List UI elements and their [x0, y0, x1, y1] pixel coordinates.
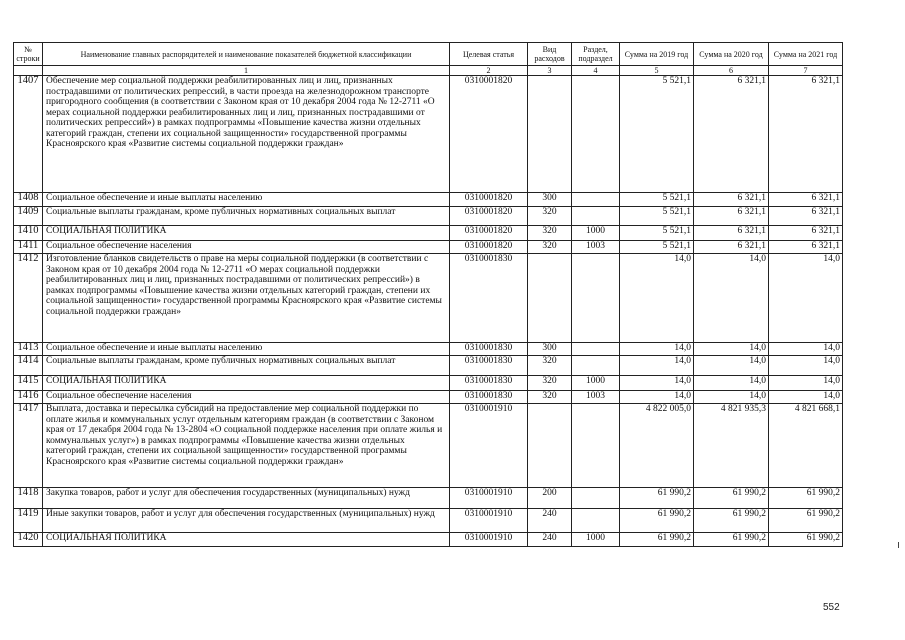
target-article: 0310001820 [450, 76, 528, 193]
sum-2020: 14,0 [694, 343, 769, 356]
sum-2020: 6 321,1 [694, 76, 769, 193]
sum-2020: 61 990,2 [694, 533, 769, 547]
target-article: 0310001910 [450, 533, 528, 547]
sum-2020: 6 321,1 [694, 226, 769, 241]
row-number: 1408 [14, 193, 43, 207]
expense-type: 300 [528, 343, 572, 356]
col-header-sum-2021: Сумма на 2021 год [769, 43, 843, 66]
table-row [14, 207, 843, 226]
row-description: Социальное обеспечение и иные выплаты населению [43, 193, 450, 207]
sum-2021: 14,0 [769, 391, 843, 404]
budget-table [13, 42, 843, 547]
section-code [572, 254, 620, 343]
target-article: 0310001910 [450, 488, 528, 509]
table-row [14, 241, 843, 254]
row-description: Изготовление бланков свидетельств о праве на меры социальной поддержки (в соответствии с Законом края от 10 декабря 2004 года № 12-2711 «О мерах социальной поддержки реабилитированных лиц и лиц, признанных пострадавшими от политических репрессий») в рамках подпрограммы «Повышение качества жизни отдельных категорий граждан, степени их социальной защищенности» государственной программы Красноярского края «Развитие системы социальной поддержки граждан» [43, 254, 450, 343]
col-header-expense-type: Вид расходов [528, 43, 572, 66]
row-description: Социальное обеспечение и иные выплаты населению [43, 343, 450, 356]
sum-2021: 6 321,1 [769, 226, 843, 241]
sum-2020: 61 990,2 [694, 488, 769, 509]
section-code: 1003 [572, 391, 620, 404]
sum-2020: 6 321,1 [694, 207, 769, 226]
row-number: 1415 [14, 376, 43, 391]
col-number: 2 [450, 66, 528, 76]
table-row [14, 488, 843, 509]
section-code: 1003 [572, 241, 620, 254]
page-number: 552 [823, 602, 840, 613]
scan-mark [898, 542, 899, 548]
col-header-section: Раздел, подраздел [572, 43, 620, 66]
sum-2020: 61 990,2 [694, 509, 769, 533]
section-code: 1000 [572, 226, 620, 241]
expense-type [528, 76, 572, 193]
sum-2021: 6 321,1 [769, 241, 843, 254]
row-number: 1418 [14, 488, 43, 509]
row-number: 1410 [14, 226, 43, 241]
sum-2020: 14,0 [694, 376, 769, 391]
col-number: 1 [43, 66, 450, 76]
row-description: Социальное обеспечение населения [43, 391, 450, 404]
expense-type: 320 [528, 226, 572, 241]
sum-2021: 61 990,2 [769, 488, 843, 509]
section-code: 1000 [572, 376, 620, 391]
sum-2019: 14,0 [620, 391, 694, 404]
section-code [572, 404, 620, 488]
table-row [14, 343, 843, 356]
sum-2020: 6 321,1 [694, 193, 769, 207]
sum-2021: 61 990,2 [769, 509, 843, 533]
sum-2021: 14,0 [769, 254, 843, 343]
row-description: Социальное обеспечение населения [43, 241, 450, 254]
sum-2020: 4 821 935,3 [694, 404, 769, 488]
column-number-row [14, 66, 843, 76]
row-number: 1413 [14, 343, 43, 356]
expense-type: 300 [528, 193, 572, 207]
sum-2021: 14,0 [769, 356, 843, 376]
table-body [14, 76, 843, 547]
section-code: 1000 [572, 533, 620, 547]
row-number: 1409 [14, 207, 43, 226]
header-row [14, 43, 843, 66]
row-description: Социальные выплаты гражданам, кроме публичных нормативных социальных выплат [43, 356, 450, 376]
table-row [14, 391, 843, 404]
row-description: Иные закупки товаров, работ и услуг для обеспечения государственных (муниципальных) нужд [43, 509, 450, 533]
section-code [572, 488, 620, 509]
sum-2019: 5 521,1 [620, 241, 694, 254]
row-number: 1407 [14, 76, 43, 193]
expense-type [528, 404, 572, 488]
row-description: СОЦИАЛЬНАЯ ПОЛИТИКА [43, 376, 450, 391]
sum-2019: 61 990,2 [620, 533, 694, 547]
target-article: 0310001830 [450, 343, 528, 356]
row-description: Закупка товаров, работ и услуг для обеспечения государственных (муниципальных) нужд [43, 488, 450, 509]
expense-type: 320 [528, 391, 572, 404]
sum-2019: 5 521,1 [620, 76, 694, 193]
section-code [572, 193, 620, 207]
expense-type: 320 [528, 207, 572, 226]
target-article: 0310001830 [450, 356, 528, 376]
target-article: 0310001910 [450, 404, 528, 488]
sum-2021: 4 821 668,1 [769, 404, 843, 488]
col-number: 3 [528, 66, 572, 76]
sum-2019: 14,0 [620, 376, 694, 391]
table-row [14, 509, 843, 533]
col-number: 4 [572, 66, 620, 76]
col-number: 6 [694, 66, 769, 76]
row-description: Выплата, доставка и пересылка субсидий на предоставление мер социальной поддержки по оплате жилья и коммунальных услуг отдельным категориям граждан (в соответствии с Законом края от 17 декабря 2004 года № 13-2804 «О социальной поддержке населения при оплате жилья и коммунальных услуг») в рамках подпрограммы «Повышение качества жизни отдельных категорий граждан, степени их социальной защищенности» государственной программы Красноярского края «Развитие системы социальной поддержки граждан» [43, 404, 450, 488]
sum-2019: 5 521,1 [620, 193, 694, 207]
sum-2020: 14,0 [694, 254, 769, 343]
sum-2019: 61 990,2 [620, 509, 694, 533]
col-header-sum-2020: Сумма на 2020 год [694, 43, 769, 66]
row-description: Социальные выплаты гражданам, кроме публичных нормативных социальных выплат [43, 207, 450, 226]
row-number: 1419 [14, 509, 43, 533]
col-header-row-number: № строки [14, 43, 43, 66]
table-row [14, 404, 843, 488]
section-code [572, 207, 620, 226]
expense-type: 200 [528, 488, 572, 509]
sum-2020: 14,0 [694, 356, 769, 376]
target-article: 0310001820 [450, 226, 528, 241]
row-number: 1412 [14, 254, 43, 343]
col-number: 5 [620, 66, 694, 76]
target-article: 0310001820 [450, 241, 528, 254]
expense-type: 240 [528, 533, 572, 547]
row-description: Обеспечение мер социальной поддержки реабилитированных лиц и лиц, признанных пострадавшими от политических репрессий, в части проезда на железнодорожном транспорте пригородного сообщения (в соответствии с Законом края от 10 декабря 2004 года № 12-2711 «О мерах социальной поддержки реабилитированных лиц и лиц, признанных пострадавшими от политических репрессий») в рамках подпрограммы «Повышение качества жизни отдельных категорий граждан, степени их социальной защищенности» государственной программы Красноярского края «Развитие системы социальной поддержки граждан» [43, 76, 450, 193]
section-code [572, 356, 620, 376]
sum-2019: 5 521,1 [620, 226, 694, 241]
table-row [14, 356, 843, 376]
sum-2020: 14,0 [694, 391, 769, 404]
sum-2019: 5 521,1 [620, 207, 694, 226]
sum-2021: 6 321,1 [769, 76, 843, 193]
row-number: 1411 [14, 241, 43, 254]
row-description: СОЦИАЛЬНАЯ ПОЛИТИКА [43, 226, 450, 241]
expense-type [528, 254, 572, 343]
table-row [14, 254, 843, 343]
sum-2019: 14,0 [620, 356, 694, 376]
section-code [572, 343, 620, 356]
expense-type: 320 [528, 376, 572, 391]
col-number: 7 [769, 66, 843, 76]
table-row [14, 76, 843, 193]
row-number: 1417 [14, 404, 43, 488]
expense-type: 320 [528, 241, 572, 254]
sum-2019: 4 822 005,0 [620, 404, 694, 488]
target-article: 0310001830 [450, 254, 528, 343]
row-number: 1420 [14, 533, 43, 547]
col-header-name: Наименование главных распорядителей и наименование показателей бюджетной классификации [43, 43, 450, 66]
col-header-target-article: Целевая статья [450, 43, 528, 66]
col-header-sum-2019: Сумма на 2019 год [620, 43, 694, 66]
table-row [14, 193, 843, 207]
sum-2019: 61 990,2 [620, 488, 694, 509]
sum-2021: 6 321,1 [769, 193, 843, 207]
table-row [14, 226, 843, 241]
sum-2021: 6 321,1 [769, 207, 843, 226]
section-code [572, 509, 620, 533]
expense-type: 320 [528, 356, 572, 376]
sum-2021: 14,0 [769, 343, 843, 356]
expense-type: 240 [528, 509, 572, 533]
target-article: 0310001820 [450, 193, 528, 207]
sum-2020: 6 321,1 [694, 241, 769, 254]
table-row [14, 533, 843, 547]
target-article: 0310001830 [450, 376, 528, 391]
section-code [572, 76, 620, 193]
target-article: 0310001830 [450, 391, 528, 404]
sum-2021: 14,0 [769, 376, 843, 391]
row-number: 1414 [14, 356, 43, 376]
col-number [14, 66, 43, 76]
sum-2019: 14,0 [620, 254, 694, 343]
sum-2021: 61 990,2 [769, 533, 843, 547]
row-number: 1416 [14, 391, 43, 404]
target-article: 0310001910 [450, 509, 528, 533]
table-row [14, 376, 843, 391]
target-article: 0310001820 [450, 207, 528, 226]
sum-2019: 14,0 [620, 343, 694, 356]
row-description: СОЦИАЛЬНАЯ ПОЛИТИКА [43, 533, 450, 547]
